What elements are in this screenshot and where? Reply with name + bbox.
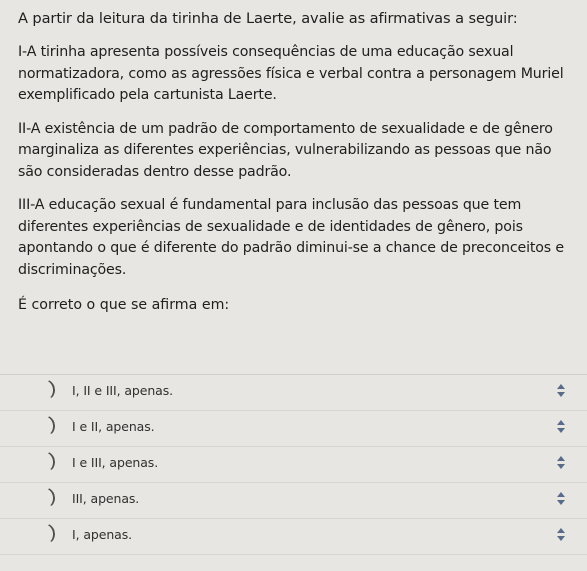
radio-circle-icon[interactable] — [32, 450, 57, 475]
up-down-arrows-icon[interactable] — [557, 384, 565, 402]
radio-circle-icon[interactable] — [32, 378, 57, 403]
option-label: I, II e III, apenas. — [72, 383, 174, 398]
option-label: I e III, apenas. — [72, 455, 159, 470]
up-down-arrows-icon[interactable] — [557, 528, 565, 546]
statement-3: III-A educação sexual é fundamental para inclusão das pessoas que tem diferentes experiências de sexualidade e de identidades de gênero, pois apontando o que é diferente do padrão diminui-se a chance de preconceitos e discriminações. — [18, 197, 564, 278]
question-prompt: É correto o que se afirma em: — [18, 297, 230, 313]
up-down-arrows-icon[interactable] — [557, 492, 565, 510]
answer-option-d[interactable] — [0, 483, 587, 519]
answer-option-c[interactable] — [0, 447, 587, 483]
answer-option-e[interactable] — [0, 519, 587, 555]
option-label: I e II, apenas. — [72, 419, 155, 434]
up-down-arrows-icon[interactable] — [557, 456, 565, 474]
statement-2: II-A existência de um padrão de comportamento de sexualidade e de gênero marginaliza as diferentes experiências, vulnerabilizando as pessoas que não são consideradas dentro desse padrão. — [18, 120, 553, 180]
question-intro: A partir da leitura da tirinha de Laerte, avalie as afirmativas a seguir: — [18, 10, 518, 27]
answer-option-b[interactable] — [0, 411, 587, 447]
radio-circle-icon[interactable] — [32, 486, 57, 511]
answer-option-a[interactable] — [0, 375, 587, 411]
option-label: I, apenas. — [72, 527, 132, 542]
statement-1: I-A tirinha apresenta possíveis consequências de uma educação sexual normatizadora, como as agressões física e verbal contra a personagem Muriel exemplificado pela cartunista Laerte. — [18, 44, 564, 103]
option-label: III, apenas. — [72, 491, 140, 506]
radio-circle-icon[interactable] — [32, 414, 57, 439]
up-down-arrows-icon[interactable] — [557, 420, 565, 438]
radio-circle-icon[interactable] — [32, 522, 57, 547]
answer-options — [0, 374, 587, 555]
question-content — [18, 8, 578, 316]
